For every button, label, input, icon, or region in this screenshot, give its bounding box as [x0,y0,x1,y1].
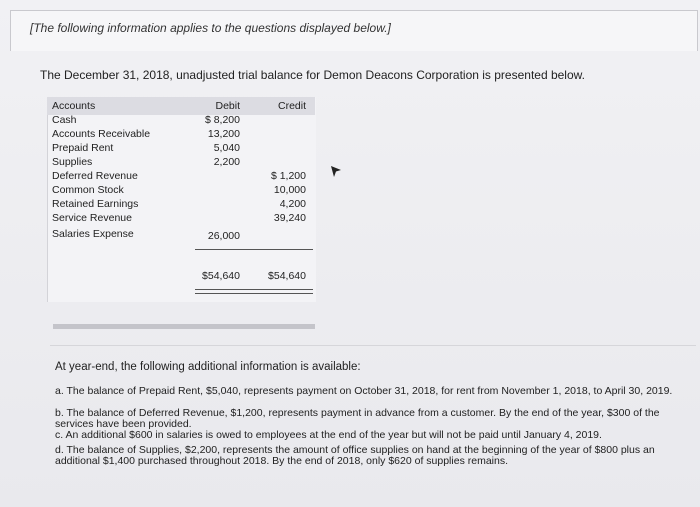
account-name: Deferred Revenue [52,170,138,182]
header-accounts: Accounts [52,100,96,112]
double-underline-top [195,289,313,290]
account-name: Accounts Receivable [52,128,151,140]
account-name: Retained Earnings [52,198,139,210]
credit-value: 10,000 [273,184,306,196]
intro-text: The December 31, 2018, unadjusted trial balance for Demon Deacons Corporation is presented below. [40,68,585,82]
scroll-bar-strip [53,324,315,329]
mouse-cursor-icon [331,165,341,183]
total-credit: $54,640 [268,270,306,282]
account-name: Prepaid Rent [52,142,114,154]
account-name: Common Stock [52,184,124,196]
debit-value: 2,200 [213,156,240,168]
debit-value: $ 8,200 [204,114,240,126]
account-name: Supplies [52,156,93,168]
header-debit: Debit [215,100,240,112]
header-note: [The following information applies to the questions displayed below.] [30,21,391,35]
double-underline-bottom [195,293,313,294]
credit-value: 39,240 [273,212,306,224]
debit-value: 13,200 [207,128,240,140]
additional-item-a: a. The balance of Prepaid Rent, $5,040, represents payment on October 31, 2018, for rent from November 1, 2018, to April 30, 2019. [55,385,673,397]
total-debit: $54,640 [202,270,240,282]
additional-info-title: At year-end, the following additional information is available: [55,361,361,373]
additional-item-d: d. The balance of Supplies, $2,200, represents the amount of office supplies on hand at the beginning of the year of $800 plus an additional $1,400 purchased throughout 2018. By the end of 2018, only $620 of supplies remains. [55,444,655,467]
account-name: Salaries Expense [52,228,134,240]
subtotal-line [195,249,313,250]
credit-value: 4,200 [279,198,306,210]
account-name: Cash [52,114,77,126]
header-credit: Credit [277,100,306,112]
account-name: Service Revenue [52,212,132,224]
credit-value: $ 1,200 [270,170,306,182]
debit-value: 5,040 [213,142,240,154]
additional-item-c: c. An additional $600 in salaries is owed to employees at the end of the year but will not be paid until January 4, 2019. [55,429,602,441]
debit-value: 26,000 [207,230,240,242]
additional-item-b: b. The balance of Deferred Revenue, $1,200, represents payment in advance from a customer. By the end of the year, $300 of the services have been provided. [55,407,660,430]
